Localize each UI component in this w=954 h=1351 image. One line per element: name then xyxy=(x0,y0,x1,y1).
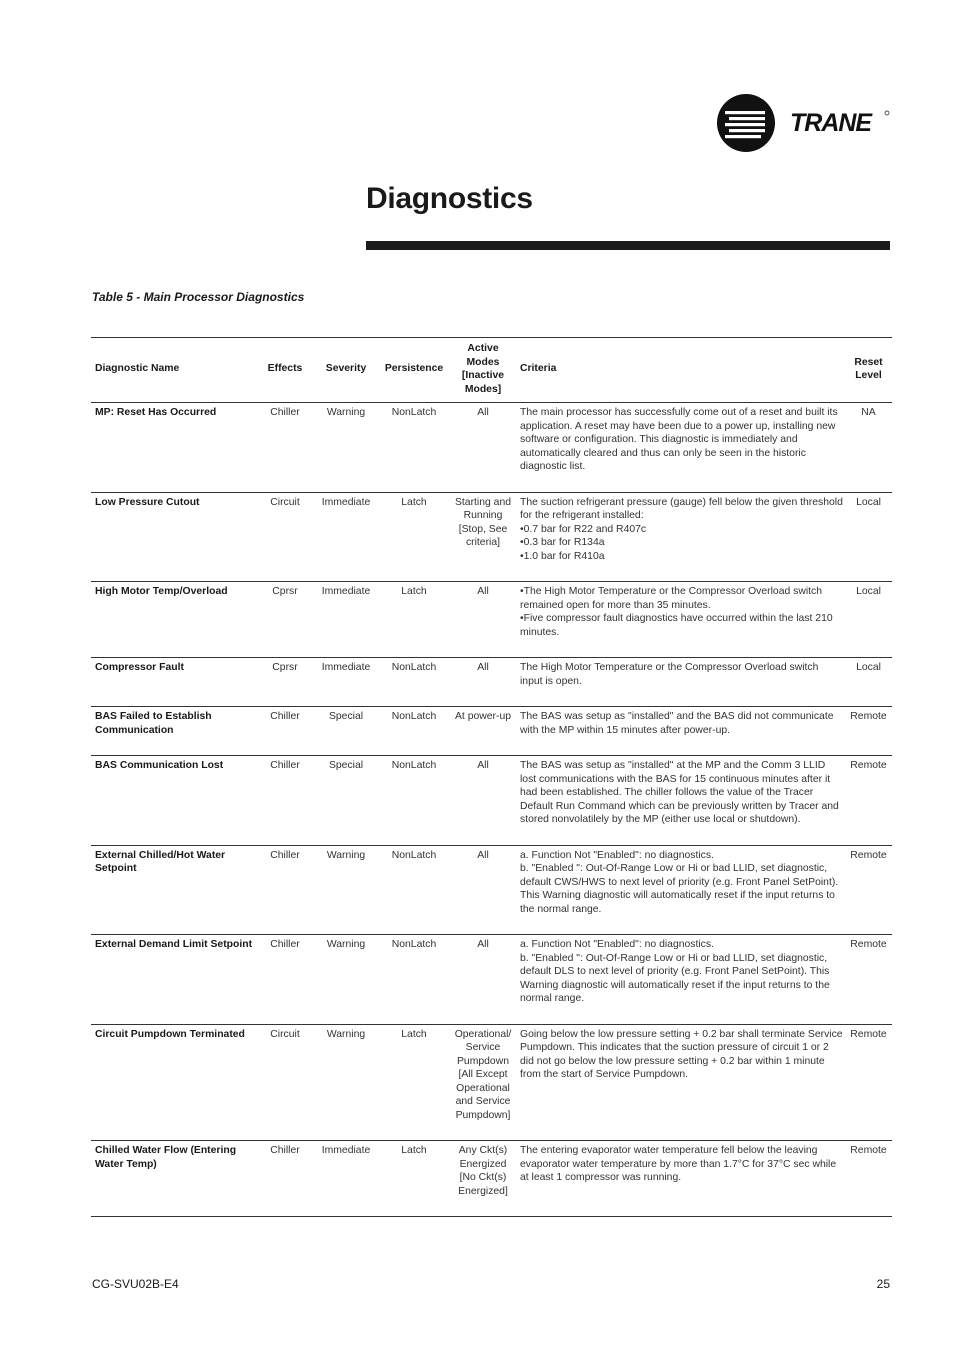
col-header-severity: Severity xyxy=(312,338,380,403)
criteria-line: b. "Enabled ": Out-Of-Range Low or Hi or bad LLID, set diagnostic, default CWS/HWS to next level of priority (e.g. Front Panel SetPoint). This Warning diagnostic will automatically reset if the input returns to the normal range. xyxy=(520,863,839,915)
criteria-line: b. "Enabled ": Out-Of-Range Low or Hi or bad LLID, set diagnostic, default DLS to next level of priority (e.g. Front Panel SetPoint). This Warning diagnostic will automatically reset if the input returns to the normal range. xyxy=(520,952,830,1004)
active-mode-line: Energized xyxy=(459,1158,507,1170)
active-mode-line: Running xyxy=(463,510,503,521)
diagnostic-name: Circuit Pumpdown Terminated xyxy=(91,1024,258,1141)
active-mode-line: and Service xyxy=(455,1096,511,1107)
active-mode-line: Pumpdown xyxy=(457,1055,509,1067)
criteria-cell xyxy=(518,1141,845,1217)
col-header-name: Diagnostic Name xyxy=(91,338,258,403)
col-header-criteria: Criteria xyxy=(518,338,845,403)
active-modes-cell xyxy=(448,582,518,658)
logo-wordmark: TRANE xyxy=(790,109,872,137)
active-modes-cell xyxy=(448,658,518,707)
active-modes-cell xyxy=(448,935,518,1025)
active-mode-line: Any Ckt(s) xyxy=(458,1145,508,1156)
table-row xyxy=(91,707,892,756)
table-row xyxy=(91,935,892,1025)
criteria-bullet: • 0.7 bar for R22 and R407c xyxy=(520,523,843,537)
active-mode-line: Service xyxy=(465,1042,501,1053)
table-row xyxy=(91,492,892,582)
reset-level-cell: Remote xyxy=(845,756,892,846)
col-header-persistence: Persistence xyxy=(380,338,448,403)
active-mode-line: All xyxy=(477,939,489,950)
criteria-bullet: • 0.3 bar for R134a xyxy=(520,536,843,550)
active-mode-line: All xyxy=(477,760,489,771)
severity-cell: Special xyxy=(312,756,380,846)
diagnostic-name: Chilled Water Flow (Entering Water Temp) xyxy=(91,1141,258,1217)
reset-level-cell: Remote xyxy=(845,1024,892,1141)
active-modes-cell xyxy=(448,403,518,493)
diagnostic-name: MP: Reset Has Occurred xyxy=(91,403,258,493)
active-mode-line: Starting and xyxy=(454,496,512,508)
severity-cell: Warning xyxy=(312,935,380,1025)
criteria-line: The suction refrigerant pressure (gauge) fell below the given threshold for the refrigerant installed: xyxy=(520,496,843,521)
criteria-line: The High Motor Temperature or the Compressor Overload switch input is open. xyxy=(520,662,819,687)
persistence-cell: NonLatch xyxy=(380,756,448,846)
diagnostic-name: BAS Communication Lost xyxy=(91,756,258,846)
title-rule xyxy=(366,241,890,250)
page-title: Diagnostics xyxy=(366,182,533,215)
active-mode-line: Operational/ xyxy=(454,1028,512,1040)
active-mode-line: Energized] xyxy=(458,1185,508,1197)
severity-cell: Warning xyxy=(312,845,380,935)
diagnostic-name: External Chilled/Hot Water Setpoint xyxy=(91,845,258,935)
table-row xyxy=(91,1024,892,1141)
criteria-cell xyxy=(518,845,845,935)
criteria-line: The main processor has successfully come out of a reset and built its application. A reset may have been due to a power up, installing new software or configuration. This diagnostic is immediately and automatically cleared and thus can only be seen in the historic diagnostic list. xyxy=(520,407,838,472)
diagnostic-name: BAS Failed to Establish Communication xyxy=(91,707,258,756)
persistence-cell: Latch xyxy=(380,582,448,658)
table-row xyxy=(91,403,892,493)
active-mode-line: criteria] xyxy=(465,537,501,548)
active-mode-line: All xyxy=(477,662,489,673)
trane-logo xyxy=(716,94,892,154)
table-row xyxy=(91,658,892,707)
active-mode-line: [All Except xyxy=(458,1069,508,1080)
col-header-reset-level: Reset Level xyxy=(845,338,892,403)
severity-cell: Immediate xyxy=(312,658,380,707)
diagnostic-name: External Demand Limit Setpoint xyxy=(91,935,258,1025)
severity-cell: Immediate xyxy=(312,582,380,658)
criteria-cell xyxy=(518,1024,845,1141)
table-row xyxy=(91,756,892,846)
effects-cell: Chiller xyxy=(258,403,312,493)
active-mode-line: [Stop, See xyxy=(458,523,508,535)
reset-level-cell: Remote xyxy=(845,935,892,1025)
diagnostic-name: Low Pressure Cutout xyxy=(91,492,258,582)
criteria-cell xyxy=(518,403,845,493)
diagnostics-table xyxy=(91,337,892,1217)
severity-cell: Special xyxy=(312,707,380,756)
effects-cell: Circuit xyxy=(258,492,312,582)
criteria-line: The entering evaporator water temperature fell below the leaving evaporator water temperature by more than 1.7°C for 37°C sec while at least 1 compressor was running. xyxy=(520,1145,837,1183)
active-mode-line: All xyxy=(477,849,489,861)
persistence-cell: NonLatch xyxy=(380,845,448,935)
active-mode-line: [No Ckt(s) xyxy=(459,1172,507,1183)
diagnostic-name: Compressor Fault xyxy=(91,658,258,707)
table-row xyxy=(91,582,892,658)
active-modes-cell xyxy=(448,756,518,846)
persistence-cell: Latch xyxy=(380,1024,448,1141)
criteria-bullet: • Five compressor fault diagnostics have occurred within the last 210 minutes. xyxy=(520,612,843,639)
active-mode-line: All xyxy=(477,407,489,418)
persistence-cell: NonLatch xyxy=(380,658,448,707)
effects-cell: Chiller xyxy=(258,1141,312,1217)
severity-cell: Warning xyxy=(312,1024,380,1141)
table-header-row xyxy=(91,338,892,403)
criteria-line: Going below the low pressure setting + 0.2 bar shall terminate Service Pumpdown. This indicates that the suction pressure of circuit 1 or 2 did not go below the low pressure setting + 0.2 bar within 1 minute from the start of Service Pumpdown. xyxy=(520,1028,843,1080)
table-row xyxy=(91,845,892,935)
active-modes-cell xyxy=(448,707,518,756)
effects-cell: Chiller xyxy=(258,756,312,846)
criteria-cell xyxy=(518,492,845,582)
persistence-cell: NonLatch xyxy=(380,707,448,756)
criteria-cell xyxy=(518,658,845,707)
reset-level-cell: Local xyxy=(845,582,892,658)
diagnostics-table-body xyxy=(91,403,892,1217)
active-modes-cell xyxy=(448,492,518,582)
diagnostic-name: High Motor Temp/Overload xyxy=(91,582,258,658)
active-mode-line: All xyxy=(477,586,489,597)
persistence-cell: Latch xyxy=(380,492,448,582)
criteria-bullet: • 1.0 bar for R410a xyxy=(520,550,843,564)
effects-cell: Circuit xyxy=(258,1024,312,1141)
table-row xyxy=(91,1141,892,1217)
effects-cell: Cprsr xyxy=(258,658,312,707)
effects-cell: Chiller xyxy=(258,935,312,1025)
active-mode-line: Pumpdown] xyxy=(455,1109,511,1121)
footer-page-number: 25 xyxy=(876,1277,890,1291)
active-modes-cell xyxy=(448,1141,518,1217)
reset-level-cell: NA xyxy=(845,403,892,493)
persistence-cell: NonLatch xyxy=(380,403,448,493)
col-header-effects: Effects xyxy=(258,338,312,403)
criteria-line: a. Function Not "Enabled": no diagnostics. xyxy=(520,849,714,861)
reset-level-cell: Local xyxy=(845,658,892,707)
table-caption: Table 5 - Main Processor Diagnostics xyxy=(92,290,305,304)
persistence-cell: Latch xyxy=(380,1141,448,1217)
severity-cell: Immediate xyxy=(312,492,380,582)
criteria-line: The BAS was setup as "installed" and the BAS did not communicate with the MP within 15 minutes after power-up. xyxy=(520,711,834,736)
footer-doc-code: CG-SVU02B-E4 xyxy=(92,1277,179,1291)
criteria-cell xyxy=(518,707,845,756)
persistence-cell: NonLatch xyxy=(380,935,448,1025)
severity-cell: Immediate xyxy=(312,1141,380,1217)
reset-level-cell: Remote xyxy=(845,707,892,756)
reset-level-cell: Remote xyxy=(845,1141,892,1217)
col-header-active-modes: Active Modes [Inactive Modes] xyxy=(448,338,518,403)
severity-cell: Warning xyxy=(312,403,380,493)
criteria-line: The BAS was setup as "installed" at the MP and the Comm 3 LLID lost communications with the BAS for 15 continuous minutes after it had been established. The chiller follows the value of the Tracer Default Run Command which can be previously written by Tracer and stored nonvolatilely by the MP (either use local or shutdown). xyxy=(520,760,839,825)
criteria-cell xyxy=(518,756,845,846)
reset-level-cell: Remote xyxy=(845,845,892,935)
criteria-line: a. Function Not "Enabled": no diagnostics. xyxy=(520,939,714,950)
reset-level-cell: Local xyxy=(845,492,892,582)
active-modes-cell xyxy=(448,1024,518,1141)
effects-cell: Chiller xyxy=(258,707,312,756)
criteria-cell xyxy=(518,935,845,1025)
active-mode-line: Operational xyxy=(456,1082,510,1094)
active-modes-cell xyxy=(448,845,518,935)
effects-cell: Cprsr xyxy=(258,582,312,658)
effects-cell: Chiller xyxy=(258,845,312,935)
criteria-cell xyxy=(518,582,845,658)
criteria-bullet: • The High Motor Temperature or the Compressor Overload switch remained open for more than 35 minutes. xyxy=(520,585,843,612)
active-mode-line: At power-up xyxy=(454,711,512,722)
